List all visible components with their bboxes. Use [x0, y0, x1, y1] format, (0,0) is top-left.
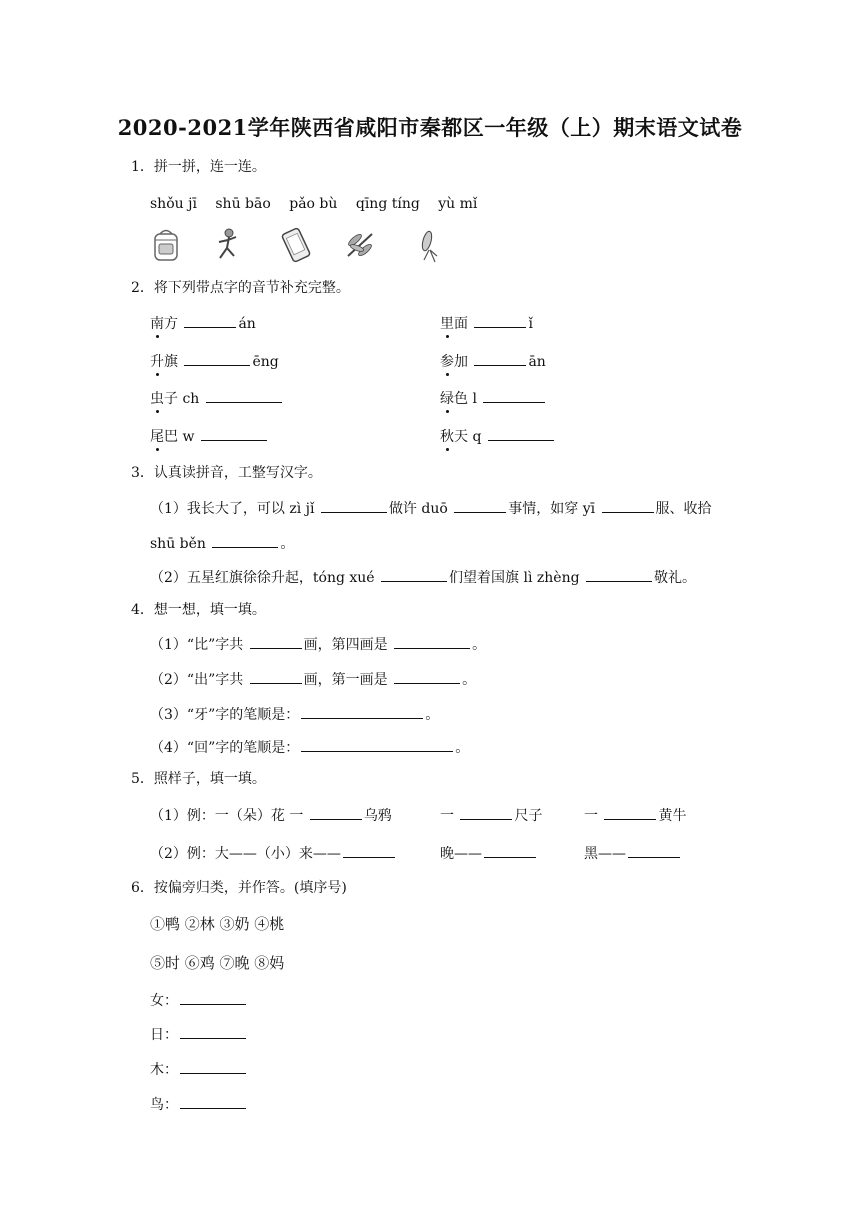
- answer-blank[interactable]: [602, 498, 654, 513]
- q6-category-label: 木：: [150, 1062, 178, 1078]
- q5-line-2b: [440, 843, 538, 864]
- q3-text: 敬礼。: [654, 570, 697, 586]
- q2-item: [440, 426, 556, 447]
- q1-picture-row: [148, 226, 468, 266]
- q2-item: [150, 313, 256, 334]
- answer-blank[interactable]: [628, 843, 680, 858]
- answer-blank[interactable]: [343, 843, 395, 858]
- q4-text: 。: [472, 637, 487, 653]
- q4-text: （2）“出”字共: [150, 672, 248, 688]
- q1-pinyin-5: yù mǐ: [438, 196, 478, 212]
- q6-category-label: 女：: [150, 993, 178, 1009]
- answer-blank[interactable]: [474, 351, 526, 366]
- answer-blank[interactable]: [180, 990, 246, 1005]
- q5-line-2c: [584, 843, 682, 864]
- q3-stem: 3．认真读拼音，工整写汉字。: [131, 465, 322, 481]
- q6-category-mu: [150, 1059, 248, 1080]
- q6-category-nv: [150, 990, 248, 1011]
- answer-blank[interactable]: [474, 313, 526, 328]
- q4-stem: 4．想一想，填一填。: [131, 602, 266, 618]
- answer-blank[interactable]: [321, 498, 387, 513]
- dotted-char: 绿: [440, 391, 454, 407]
- q2-item-tail: án: [238, 316, 256, 332]
- answer-blank[interactable]: [184, 313, 236, 328]
- q2-item: [150, 388, 284, 409]
- q3-text: shū běn: [150, 536, 211, 552]
- q5-line-2: [150, 843, 397, 864]
- q5-text: 一: [584, 808, 603, 824]
- q5-text: 晚——: [440, 846, 482, 862]
- q2-item: [150, 351, 279, 372]
- answer-blank[interactable]: [381, 567, 447, 582]
- q2-item-text: 子 ch: [164, 391, 200, 407]
- q4-text: 。: [425, 707, 440, 723]
- answer-blank[interactable]: [180, 1059, 246, 1074]
- q6-category-niao: [150, 1094, 248, 1115]
- q4-text: （3）“牙”字的笔顺是：: [150, 707, 300, 723]
- q1-pinyin-3: pǎo bù: [289, 196, 338, 212]
- answer-blank[interactable]: [586, 567, 652, 582]
- answer-blank[interactable]: [206, 388, 282, 403]
- page-title: 2020-2021学年陕西省咸阳市秦都区一年级（上）期末语文试卷: [117, 115, 743, 140]
- answer-blank[interactable]: [394, 634, 470, 649]
- q2-item-text: 色 l: [454, 391, 477, 407]
- answer-blank[interactable]: [488, 426, 554, 441]
- q3-line-1: [150, 498, 712, 519]
- q5-line-1: [150, 805, 392, 826]
- corn-icon: [410, 226, 446, 264]
- answer-blank[interactable]: [394, 669, 460, 684]
- answer-blank[interactable]: [484, 843, 536, 858]
- q2-item-text: 加: [454, 354, 468, 370]
- answer-blank[interactable]: [301, 704, 423, 719]
- q1-pinyin-2: shū bāo: [215, 196, 271, 212]
- answer-blank[interactable]: [212, 533, 278, 548]
- dotted-char: 升: [150, 354, 164, 370]
- q5-text: 黄牛: [658, 808, 687, 824]
- dotted-char: 南: [150, 316, 164, 332]
- q4-line-1: [150, 634, 486, 655]
- answer-blank[interactable]: [250, 669, 302, 684]
- answer-blank[interactable]: [604, 805, 656, 820]
- q6-category-label: 日：: [150, 1027, 178, 1043]
- answer-blank[interactable]: [180, 1094, 246, 1109]
- q2-item: [440, 388, 547, 409]
- q6-options-row-2: ⑤时 ⑥鸡 ⑦晚 ⑧妈: [150, 954, 285, 972]
- q2-item-text: 巴 w: [164, 429, 195, 445]
- q5-text: （2）例：大——（小）来——: [150, 846, 341, 862]
- q2-item: [440, 313, 533, 334]
- q2-item-text: 方: [164, 316, 178, 332]
- q5-line-1c: [584, 805, 686, 826]
- dotted-char: 参: [440, 354, 454, 370]
- q5-line-1b: [440, 805, 542, 826]
- dotted-char: 秋: [440, 429, 454, 445]
- q1-pinyin-1: shǒu jī: [150, 196, 197, 212]
- q6-options-row-1: ①鸭 ②林 ③奶 ④桃: [150, 915, 285, 933]
- q1-pinyin-row: [150, 194, 477, 214]
- q2-item-text: 旗: [164, 354, 178, 370]
- q5-text: 黑——: [584, 846, 626, 862]
- q6-category-ri: [150, 1024, 248, 1045]
- answer-blank[interactable]: [460, 805, 512, 820]
- q2-item: [440, 351, 546, 372]
- q2-stem: 2．将下列带点字的音节补充完整。: [131, 280, 350, 296]
- q2-item-tail: ǐ: [528, 316, 533, 332]
- q3-text: 服、收拾: [655, 501, 712, 517]
- answer-blank[interactable]: [184, 351, 250, 366]
- q4-text: 。: [455, 740, 470, 756]
- phone-icon: [278, 226, 314, 264]
- q2-item-text: 面: [454, 316, 468, 332]
- q3-text: （1）我长大了，可以 zì jǐ: [150, 501, 319, 517]
- running-child-icon: [210, 226, 246, 264]
- answer-blank[interactable]: [301, 737, 453, 752]
- dotted-char: 虫: [150, 391, 164, 407]
- q5-stem: 5．照样子，填一填。: [131, 771, 266, 787]
- dotted-char: 尾: [150, 429, 164, 445]
- q3-line-3: [150, 567, 696, 588]
- q5-text: 乌鸦: [363, 808, 392, 824]
- q1-stem: 1．拼一拼，连一连。: [131, 159, 266, 175]
- q6-category-label: 鸟：: [150, 1097, 178, 1113]
- q5-text: 一: [440, 808, 459, 824]
- q5-text: （1）例：一（朵）花 一: [150, 808, 308, 824]
- q2-item-tail: ān: [528, 354, 546, 370]
- q4-text: 。: [462, 672, 477, 688]
- q3-line-2: [150, 533, 294, 554]
- dragonfly-icon: [342, 226, 378, 264]
- backpack-icon: [148, 226, 184, 264]
- answer-blank[interactable]: [180, 1024, 246, 1039]
- q2-item: [150, 426, 269, 447]
- q5-text: 尺子: [514, 808, 543, 824]
- q4-text: 画，第四画是: [303, 637, 393, 653]
- q4-text: （4）“回”字的笔顺是：: [150, 740, 300, 756]
- answer-blank[interactable]: [454, 498, 506, 513]
- answer-blank[interactable]: [310, 805, 362, 820]
- q2-item-text: 天 q: [454, 429, 482, 445]
- q4-line-3: [150, 704, 439, 725]
- q1-pinyin-4: qīng tíng: [355, 196, 420, 212]
- dotted-char: 里: [440, 316, 454, 332]
- q3-text: 事情，如穿 yī: [508, 501, 600, 517]
- q6-stem: 6．按偏旁归类，并作答。(填序号): [131, 880, 347, 896]
- q3-text: （2）五星红旗徐徐升起，tóng xué: [150, 570, 380, 586]
- q4-line-2: [150, 669, 476, 690]
- q4-text: （1）“比”字共: [150, 637, 248, 653]
- q4-line-4: [150, 737, 469, 758]
- q3-text: 们望着国旗 lì zhèng: [449, 570, 585, 586]
- q4-text: 画，第一画是: [303, 672, 393, 688]
- answer-blank[interactable]: [483, 388, 545, 403]
- answer-blank[interactable]: [201, 426, 267, 441]
- q3-text: 。: [280, 536, 295, 552]
- q3-text: 做许 duō: [388, 501, 453, 517]
- answer-blank[interactable]: [250, 634, 302, 649]
- q2-item-tail: ēng: [252, 354, 279, 370]
